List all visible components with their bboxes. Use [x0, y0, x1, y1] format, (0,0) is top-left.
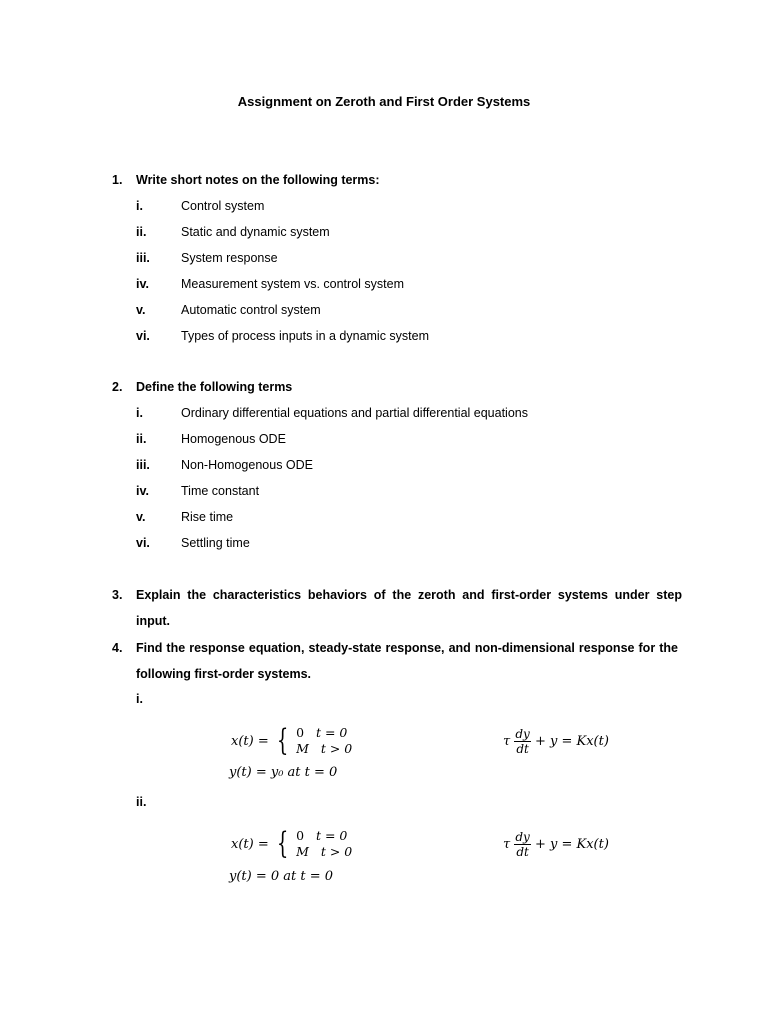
item-number: v. — [136, 510, 146, 524]
ode-ii — [503, 830, 609, 859]
item-number: vi. — [136, 536, 150, 550]
subpart-label-i: i. — [136, 692, 143, 706]
case-value: 0 — [296, 725, 305, 740]
subpart-label-ii: ii. — [136, 795, 147, 809]
case-condition: t > 0 — [320, 741, 353, 756]
question-2-list — [136, 400, 696, 556]
list-item — [136, 504, 696, 530]
list-item — [136, 193, 696, 219]
input-lhs: x(t) = — [231, 733, 269, 749]
item-number: iii. — [136, 251, 150, 265]
fraction-numerator: dy — [515, 727, 530, 741]
item-text: Automatic control system — [181, 303, 321, 317]
item-text: Control system — [181, 199, 265, 213]
ode-rhs: + y = Kx(t) — [534, 734, 609, 749]
input-function-ii — [231, 828, 352, 860]
question-3 — [112, 582, 682, 634]
ode-i — [503, 727, 609, 756]
question-text: Find the response equation, steady-state response, and non-dimensional response for the following first-order systems. — [136, 641, 678, 681]
item-number: vi. — [136, 329, 150, 343]
question-number: 1. — [112, 173, 123, 187]
item-text: Settling time — [181, 536, 250, 550]
case-condition: t > 0 — [320, 844, 353, 859]
case-value: 0 — [296, 828, 305, 843]
question-text: Explain the characteristics behaviors of the zeroth and first-order systems under step input. — [136, 588, 682, 628]
case-condition: t = 0 — [315, 828, 348, 843]
derivative-fraction — [514, 830, 530, 859]
list-item — [136, 245, 696, 271]
initial-condition-i: y(t) = y₀ at t = 0 — [229, 765, 338, 780]
item-text: Static and dynamic system — [181, 225, 330, 239]
item-text: Non-Homogenous ODE — [181, 458, 314, 472]
case-condition: t = 0 — [315, 725, 348, 740]
brace-icon: { — [276, 826, 289, 861]
fraction-numerator: dy — [515, 830, 530, 844]
list-item — [136, 426, 696, 452]
tau-symbol: τ — [503, 734, 511, 749]
item-text: Measurement system vs. control system — [181, 277, 404, 291]
list-item — [136, 400, 696, 426]
tau-symbol: τ — [503, 837, 511, 852]
item-number: iii. — [136, 458, 150, 472]
list-item — [136, 323, 696, 349]
item-number: iv. — [136, 277, 149, 291]
question-1 — [112, 167, 682, 193]
item-number: ii. — [136, 225, 147, 239]
derivative-fraction — [514, 727, 530, 756]
fraction-denominator: dt — [516, 742, 529, 756]
question-number: 4. — [112, 641, 123, 655]
item-number: ii. — [136, 432, 147, 446]
brace-icon: { — [276, 723, 289, 758]
item-number: i. — [136, 199, 143, 213]
page-title: Assignment on Zeroth and First Order Systems — [237, 94, 531, 109]
cases — [296, 725, 352, 757]
item-text: System response — [181, 251, 278, 265]
question-text: Define the following terms — [136, 380, 293, 394]
item-number: v. — [136, 303, 146, 317]
initial-condition-ii: y(t) = 0 at t = 0 — [229, 869, 334, 884]
question-number: 2. — [112, 380, 123, 394]
list-item — [136, 271, 696, 297]
item-number: iv. — [136, 484, 149, 498]
question-4 — [112, 635, 678, 687]
fraction-denominator: dt — [516, 845, 529, 859]
question-number: 3. — [112, 588, 123, 602]
question-1-list — [136, 193, 696, 349]
cases — [296, 828, 352, 860]
item-text: Ordinary differential equations and partial differential equations — [181, 406, 528, 420]
question-text: Write short notes on the following terms: — [136, 173, 380, 187]
ode-rhs: + y = Kx(t) — [534, 837, 609, 852]
list-item — [136, 219, 696, 245]
case-value: M — [296, 844, 309, 859]
item-number: i. — [136, 406, 143, 420]
list-item — [136, 452, 696, 478]
input-lhs: x(t) = — [231, 836, 269, 852]
item-text: Types of process inputs in a dynamic system — [181, 329, 430, 343]
item-text: Time constant — [181, 484, 260, 498]
item-text: Rise time — [181, 510, 234, 524]
item-text: Homogenous ODE — [181, 432, 286, 446]
question-2 — [112, 374, 682, 400]
list-item — [136, 530, 696, 556]
list-item — [136, 478, 696, 504]
input-function-i — [231, 725, 352, 757]
case-value: M — [296, 741, 309, 756]
list-item — [136, 297, 696, 323]
